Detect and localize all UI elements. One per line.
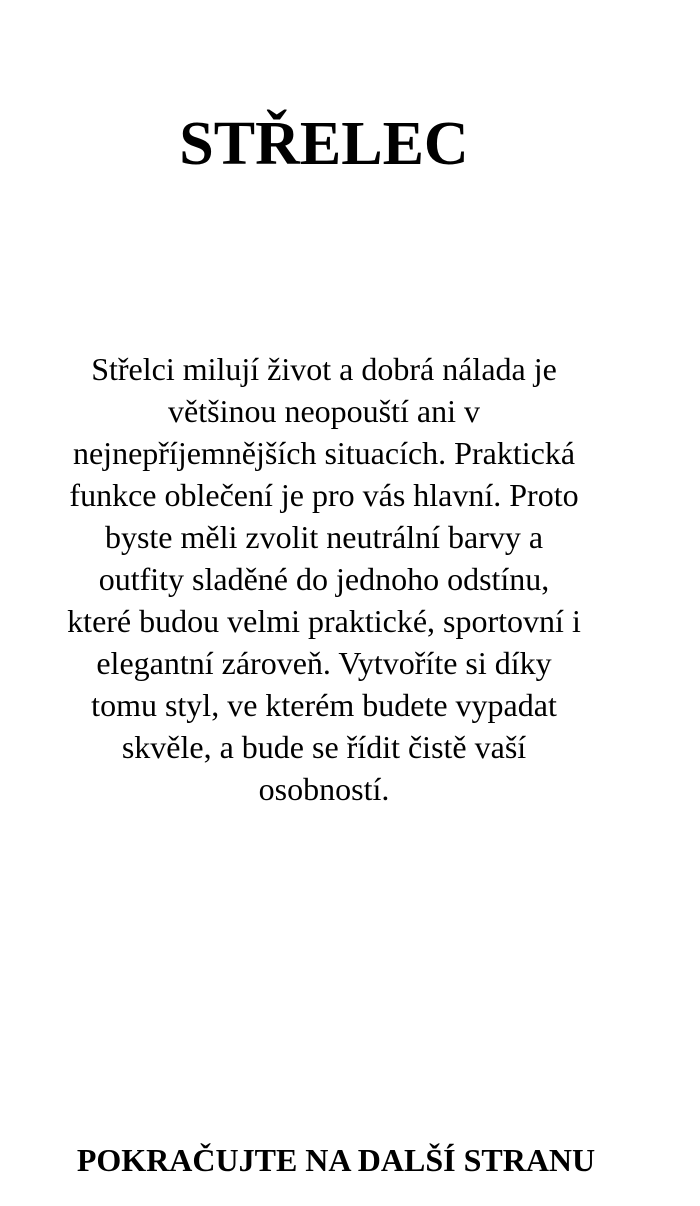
page-title: STŘELEC bbox=[179, 110, 469, 178]
zodiac-description: Střelci milují život a dobrá nálada je většinou neopouští ani v nejnepříjemnějších situacích. Praktická funkce oblečení je pro vás hlavní. Proto byste měli zvolit neutrální barvy a outfity sladěné do jednoho odstínu, které budou velmi praktické, sportovní i elegantní zároveň. Vytvoříte si díky tomu styl, ve kterém budete vypadat skvěle, a bude se řídit čistě vaší osobností. bbox=[67, 351, 581, 807]
next-page-link[interactable]: POKRAČUJTE NA DALŠÍ STRANU bbox=[76, 1142, 596, 1178]
